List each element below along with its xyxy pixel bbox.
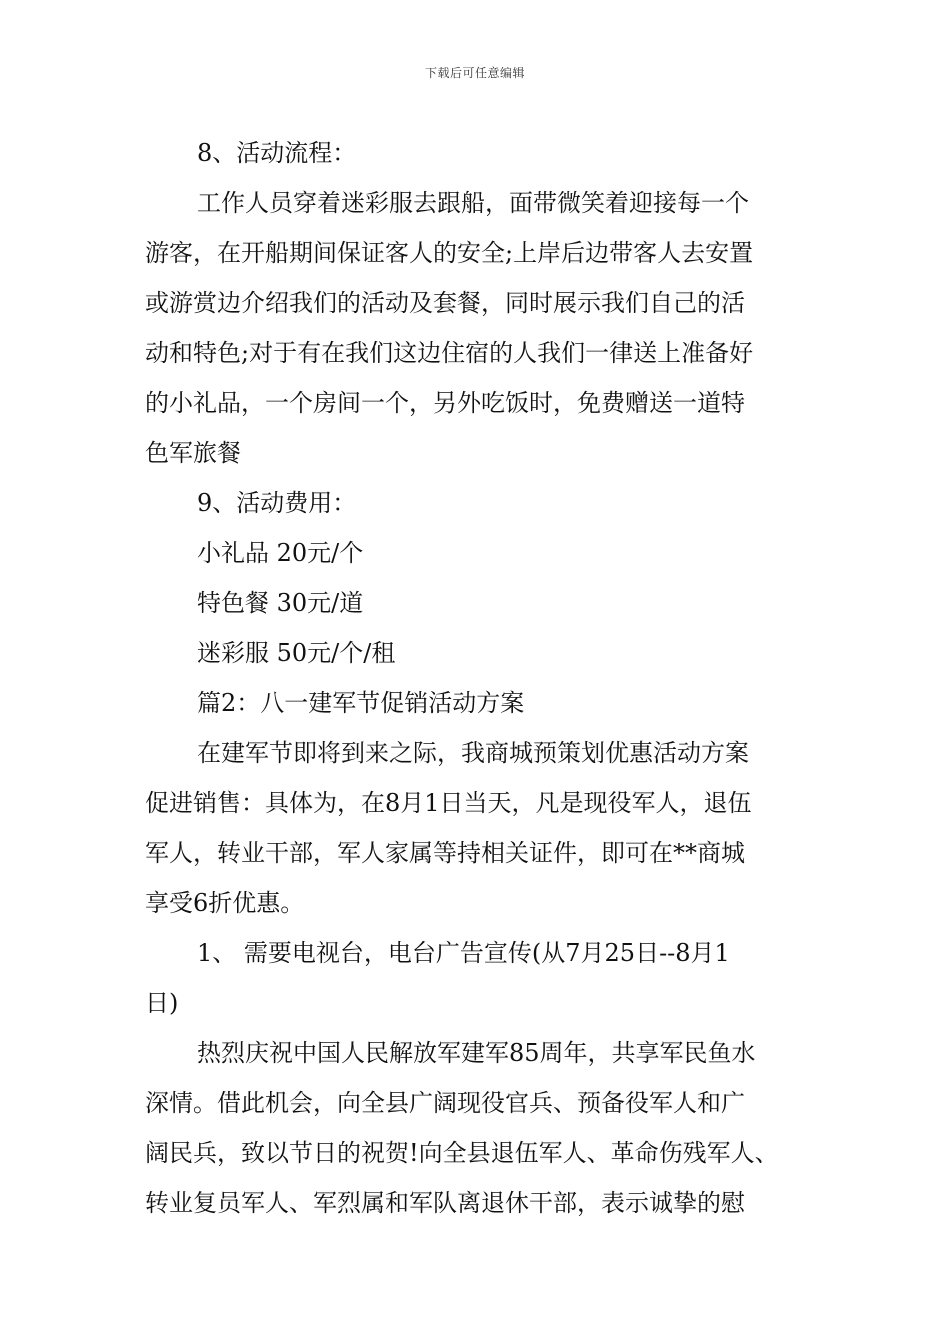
section-heading-flow: 8、活动流程： [197, 139, 357, 167]
paragraph-line: 热烈庆祝中国人民解放军建军85周年，共享军民鱼水 [197, 1039, 756, 1067]
paragraph-line: 游客，在开船期间保证客人的安全;上岸后边带客人去安置 [145, 239, 754, 267]
paragraph-line: 的小礼品，一个房间一个，另外吃饭时，免费赠送一道特 [145, 389, 745, 417]
section-heading-cost: 9、活动费用： [197, 489, 357, 517]
paragraph-line: 动和特色;对于有在我们这边住宿的人我们一律送上准备好 [145, 339, 754, 367]
paragraph-line: 工作人员穿着迷彩服去跟船，面带微笑着迎接每一个 [197, 189, 749, 217]
list-item-ad: 1、 需要电视台，电台广告宣传(从7月25日--8月1 [197, 939, 730, 967]
paragraph-line: 阔民兵，致以节日的祝贺!向全县退伍军人、革命伤残军人、 [145, 1139, 779, 1167]
paragraph-line: 转业复员军人、军烈属和军队离退休干部，表示诚挚的慰 [145, 1189, 745, 1217]
paragraph-line: 享受6折优惠。 [145, 889, 305, 917]
paragraph-line: 日) [145, 989, 179, 1017]
paragraph-line: 促进销售：具体为，在8月1日当天，凡是现役军人，退伍 [145, 789, 752, 817]
cost-item-gift: 小礼品 20元/个 [197, 539, 364, 567]
paragraph-line: 色军旅餐 [145, 439, 241, 467]
article-title: 篇2：八一建军节促销活动方案 [197, 689, 525, 717]
paragraph-line: 军人，转业干部，军人家属等持相关证件，即可在**商城 [145, 839, 745, 867]
cost-item-uniform: 迷彩服 50元/个/租 [197, 639, 396, 667]
document-body [145, 128, 811, 1228]
paragraph-line: 深情。借此机会，向全县广阔现役官兵、预备役军人和广 [145, 1089, 745, 1117]
paragraph-line: 在建军节即将到来之际，我商城预策划优惠活动方案 [197, 739, 749, 767]
page-header: 下载后可任意编辑 [424, 66, 525, 80]
paragraph-line: 或游赏边介绍我们的活动及套餐，同时展示我们自己的活 [145, 289, 745, 317]
cost-item-meal: 特色餐 30元/道 [197, 589, 364, 617]
